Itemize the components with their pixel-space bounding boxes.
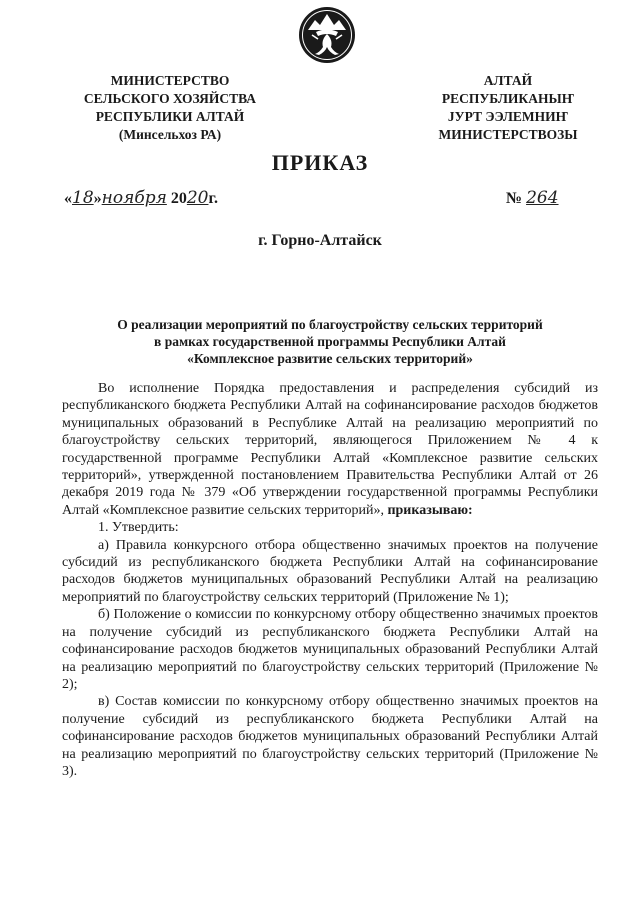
subject-line: О реализации мероприятий по благоустройству сельских территорий	[117, 317, 543, 332]
ministry-line: СЕЛЬСКОГО ХОЗЯЙСТВА	[83, 91, 257, 106]
ministry-line: МИНИСТЕРСТВОЗЫ	[438, 127, 578, 142]
date-day: 18	[72, 188, 94, 208]
item-1a: а) Правила конкурсного отбора общественно значимых проектов на получение субсидий из республиканского бюджета Республики Алтай на софинансирование расходов бюджетов муниципальных образований Республики Алтай на реализацию мероприятий по благоустройству сельских территорий (Приложение № 1);	[62, 537, 598, 605]
preamble-paragraph	[62, 380, 598, 519]
order-command: приказываю:	[387, 502, 473, 518]
date-open-quote: «	[64, 190, 72, 207]
order-number-value: 264	[526, 188, 559, 208]
date-month: ноября	[101, 188, 167, 208]
republic-altai-emblem-icon	[298, 6, 356, 64]
order-number-label: №	[506, 190, 523, 207]
ministry-line: АЛТАЙ	[483, 73, 533, 88]
order-subject	[70, 316, 590, 367]
subject-line: в рамках государственной программы Республики Алтай	[154, 334, 506, 349]
ministry-line: РЕСПУБЛИКАНЫҤ	[441, 91, 575, 106]
date-year-prefix: 20	[170, 190, 187, 207]
date-year-suffix: 20	[186, 188, 209, 208]
ministry-line: ЈУРТ ЭЭЛЕМНИҤ	[447, 109, 569, 124]
date-year-mark: г.	[208, 190, 218, 207]
preamble-text: Во исполнение Порядка предоставления и распределения субсидий из республиканского бюджета Республики Алтай на софинансирование расходов бюджетов муниципальных образований в Республике Алтай на реализацию мероприятий по благоустройству сельских территорий, являющегося Приложением № 4 к государственной программе Республики Алтай «Комплексное развитие сельских территорий», утвержденной постановлением Правительства Республики Алтай от 26 декабря 2019 года № 379 «Об утверждении государственной программы Республики Алтай «Комплексное развитие сельских территорий»,	[62, 381, 598, 518]
ministry-line: МИНИСТЕРСТВО	[110, 73, 230, 88]
item-1b: б) Положение о комиссии по конкурсному отбору общественно значимых проектов на получение субсидий из республиканского бюджета Республики Алтай на софинансирование расходов бюджетов муниципальных образований Республики Алтай на реализацию мероприятий по благоустройству сельских территорий (Приложение № 2);	[62, 607, 598, 692]
ministry-line: РЕСПУБЛИКИ АЛТАЙ	[95, 109, 245, 124]
ministry-name-altai	[428, 72, 588, 144]
item-1: 1. Утвердить:	[98, 520, 179, 536]
subject-line: «Комплексное развитие сельских территорий»	[187, 351, 473, 366]
order-date	[64, 188, 218, 208]
order-body	[62, 380, 598, 780]
date-close-quote: »	[93, 190, 102, 207]
document-title: ПРИКАЗ	[271, 150, 369, 175]
order-number	[506, 188, 559, 208]
item-1c: в) Состав комиссии по конкурсному отбору общественно значимых проектов на получение субсидий из республиканского бюджета Республики Алтай на софинансирование расходов бюджетов муниципальных образований Республики Алтай на реализацию мероприятий по благоустройству сельских территорий (Приложение № 3).	[62, 694, 598, 779]
ministry-name-russian	[70, 72, 270, 144]
city-name: г. Горно-Алтайск	[258, 232, 382, 249]
ministry-abbreviation: (Минсельхоз РА)	[118, 127, 222, 142]
